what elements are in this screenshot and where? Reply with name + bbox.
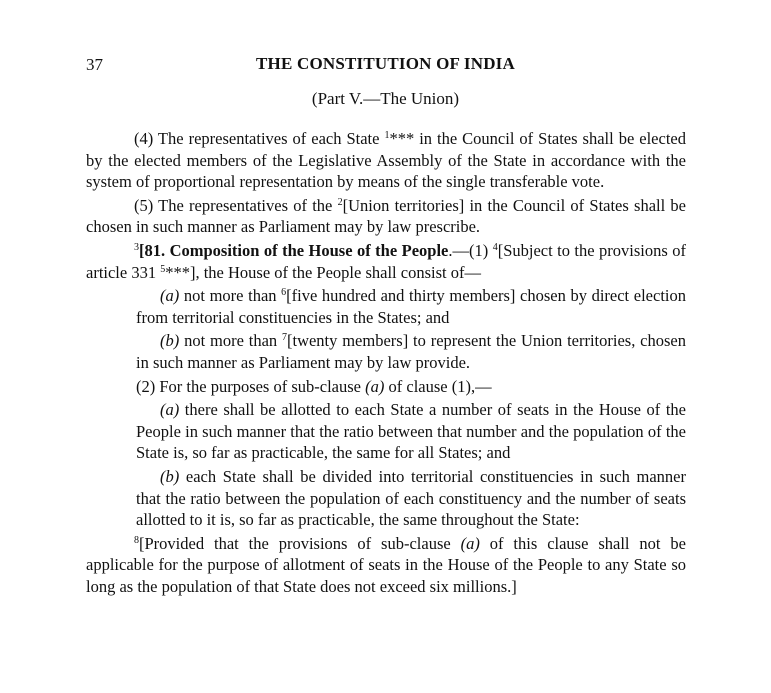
footnote-ref: 2 [337, 196, 343, 208]
page-title: THE CONSTITUTION OF INDIA [256, 54, 515, 73]
paragraph-clause-4: (4) The representatives of each State $^1$*** in the Council of States shall be elected by the elected members of the Legislative Assembly of the State in accordance with the system of proportional representation by means of the single transferable vote. [86, 129, 686, 192]
subclause-a: (a) not more than $^6$[five hundred and thirty members] chosen by direct election from territorial constituencies in the States; and [136, 286, 686, 327]
paragraph-clause-5: (5) The representatives of the $^2$[Union territories] in the Council of States shall be chosen in such manner as Parliament may by law prescribe. [86, 195, 687, 237]
article-81-heading: [81. Composition of the House of the People [139, 240, 449, 260]
page-number: 37 [86, 55, 103, 74]
footnote-ref: 8 [134, 534, 139, 546]
proviso: $^8$[Provided that the provisions of sub-clause (a) of this clause shall not be applicable for the purpose of allotment of seats in the House of the People to any State so long as the population of that State does not exceed six millions.] [86, 533, 686, 596]
subclause-b: (b) not more than $^7$[twenty members] to represent the Union territories, chosen in such manner as Parliament may by law provide. [136, 331, 686, 372]
clause-2-intro: (2) For the purposes of sub-clause (a) of clause (1),— [136, 376, 492, 396]
footnote-ref: 1 [384, 130, 390, 141]
footnote-ref: 7 [281, 332, 287, 344]
document-body [86, 128, 686, 599]
footnote-ref: 6 [281, 287, 287, 299]
footnote-ref: 4 [492, 241, 498, 253]
footnote-ref: 3 [134, 241, 139, 253]
article-81-intro: $^3$[81. Composition of the House of the People.—(1) $^4$[Subject to the provisions of article 331 $^5$***], the House of the People shall consist of— [86, 240, 686, 282]
clause-2-subclause-a: (a) there shall be allotted to each State a number of seats in the House of the People in such manner that the ratio between that number and the population of the State is, so far as practicable, the same for all States; and [136, 400, 686, 463]
part-heading: (Part V.—The Union) [311, 89, 460, 108]
footnote-ref: 5 [160, 263, 166, 275]
clause-2-subclause-b: (b) each State shall be divided into territorial constituencies in such manner that the ratio between the population of each constituency and the number of seats allotted to it is, so far as practicable, the same throughout the State: [136, 466, 686, 530]
